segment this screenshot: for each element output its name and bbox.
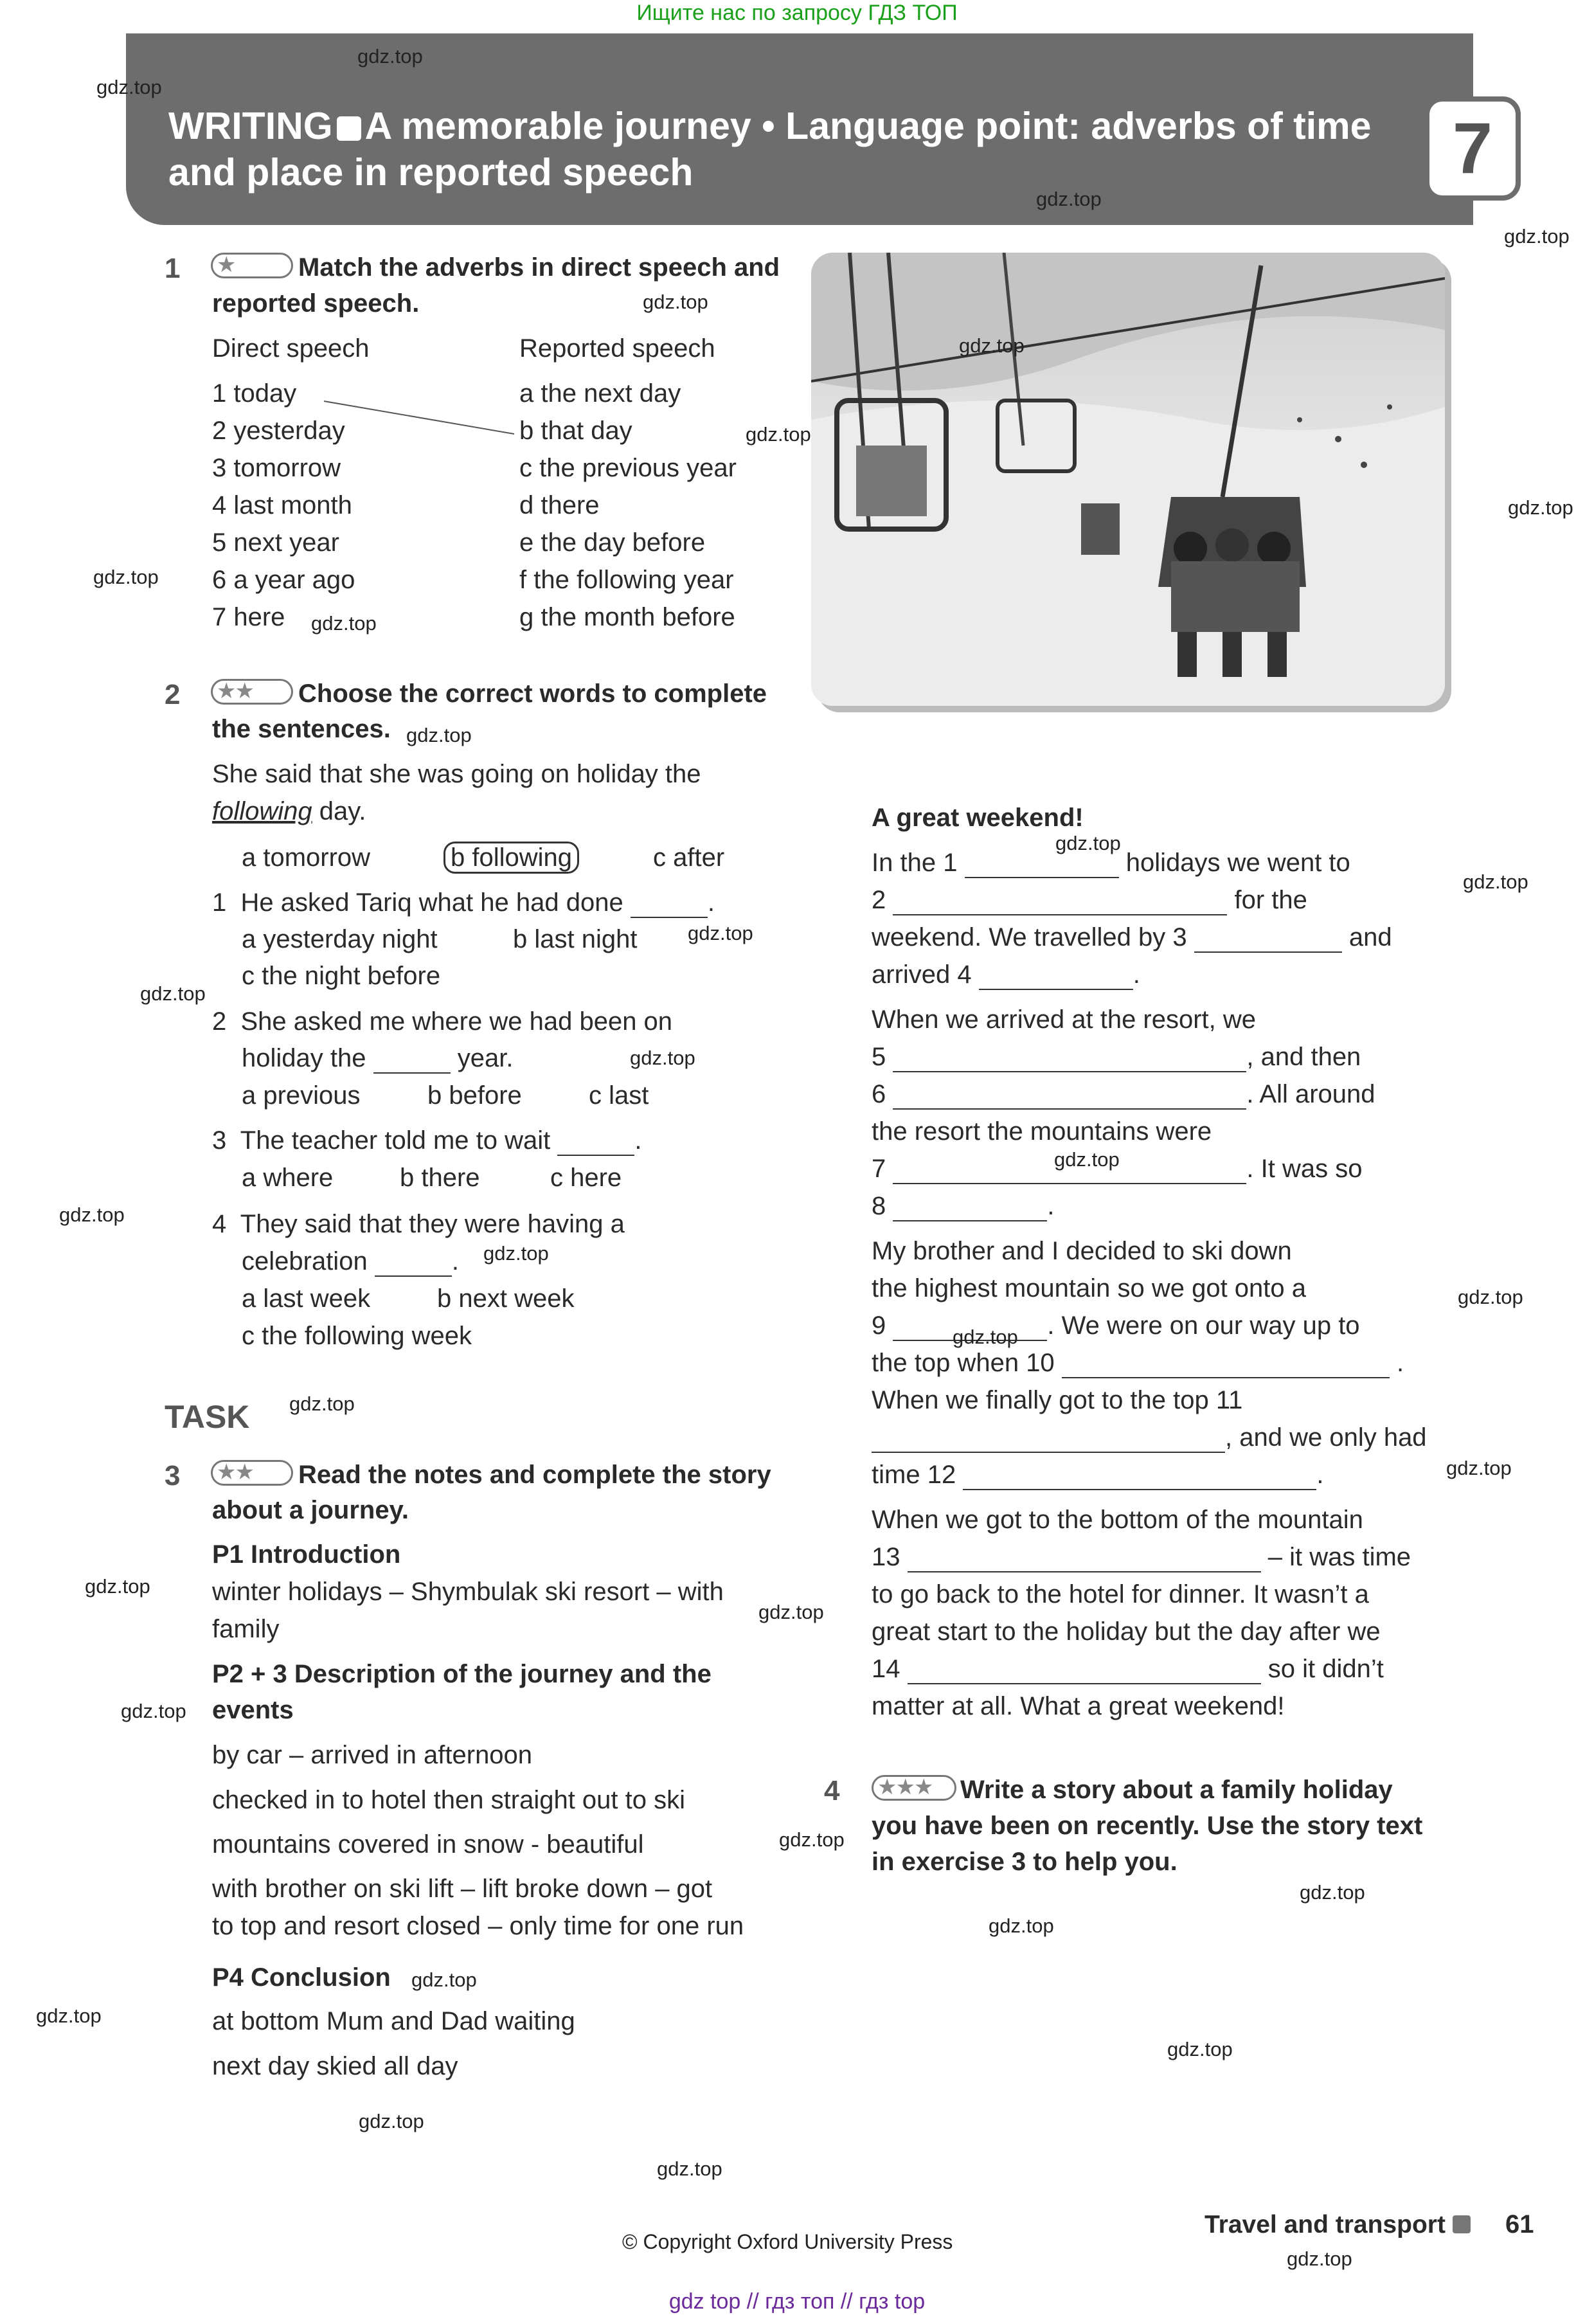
watermark-text: gdz.top xyxy=(1036,188,1102,210)
reported-speech-item: d there xyxy=(519,491,600,519)
question-2: 2 She asked me where we had been on xyxy=(212,1007,673,1036)
watermark-text: gdz.top xyxy=(758,1601,824,1623)
watermark-text: gdz.top xyxy=(1508,496,1573,519)
story-line-9: 7 . It was so xyxy=(872,1155,1363,1183)
difficulty-stars-icon: ★★ xyxy=(211,1460,293,1486)
bottom-links[interactable]: gdz top // гдз топ // гдз top xyxy=(668,2289,926,2314)
question-3-option-b: b there xyxy=(400,1164,480,1192)
story-line-4: arrived 4 . xyxy=(872,960,1140,989)
direct-speech-item: 4 last month xyxy=(212,491,352,519)
example-sentence-line2: following day. xyxy=(212,797,366,825)
exercise-3-instruction-line2: about a journey. xyxy=(212,1496,409,1524)
story-line-23: matter at all. What a great weekend! xyxy=(872,1692,1285,1720)
p1-notes-line2: family xyxy=(212,1615,280,1643)
direct-speech-item: 2 yesterday xyxy=(212,417,345,445)
reported-speech-item: c the previous year xyxy=(519,454,737,482)
watermark-text: gdz.top xyxy=(657,2157,722,2180)
story-line-14: the top when 10 . xyxy=(872,1349,1404,1377)
p1-heading: P1 Introduction xyxy=(212,1540,401,1569)
example-option-c: c after xyxy=(653,843,725,872)
copyright: © Copyright Oxford University Press xyxy=(622,2230,953,2253)
story-line-13: 9 . We were on our way up to xyxy=(872,1311,1360,1340)
story-line-11: My brother and I decided to ski down xyxy=(872,1237,1292,1265)
reported-speech-item: f the following year xyxy=(519,566,734,594)
story-line-16: , and we only had xyxy=(872,1422,1427,1453)
p1-notes-line1: winter holidays – Shymbulak ski resort – with xyxy=(212,1578,724,1606)
watermark-text: gdz.top xyxy=(1458,1286,1523,1308)
exercise-3-number: 3 xyxy=(165,1460,181,1491)
watermark-text: gdz.top xyxy=(643,291,708,313)
question-2-option-b: b before xyxy=(427,1081,522,1110)
example-option-a: a tomorrow xyxy=(242,843,371,872)
story-line-6: 5 , and then xyxy=(872,1043,1361,1071)
p23-note-1: by car – arrived in afternoon xyxy=(212,1741,533,1769)
reported-speech-item: a the next day xyxy=(519,379,681,408)
p23-note-4-line1: with brother on ski lift – lift broke down – got xyxy=(212,1875,713,1903)
watermark-text: gdz.top xyxy=(359,2110,424,2132)
story-line-2: 2 for the xyxy=(872,886,1307,914)
question-1-option-b: b last night xyxy=(513,925,638,953)
story-line-7: 6 . All around xyxy=(872,1080,1375,1108)
story-title: A great weekend! xyxy=(872,804,1084,832)
reported-speech-item: b that day xyxy=(519,417,632,445)
direct-speech-heading: Direct speech xyxy=(212,334,370,363)
question-4-option-a: a last week xyxy=(242,1284,371,1313)
exercise-2-instruction-line2: the sentences. xyxy=(212,715,391,743)
watermark-text: gdz.top xyxy=(411,1968,477,1991)
exercise-2-number: 2 xyxy=(165,679,181,710)
direct-speech-item: 6 a year ago xyxy=(212,566,355,594)
question-3-option-c: c here xyxy=(550,1164,622,1192)
question-2-option-c: c last xyxy=(589,1081,649,1110)
difficulty-stars-icon: ★★ xyxy=(211,679,293,705)
footer-square-icon xyxy=(1453,2215,1471,2233)
question-3-option-a: a where xyxy=(242,1164,334,1192)
p23-note-2: checked in to hotel then straight out to ski xyxy=(212,1786,685,1814)
watermark-text: gdz.top xyxy=(289,1392,355,1415)
direct-speech-item: 7 here xyxy=(212,603,285,631)
reported-speech-item: g the month before xyxy=(519,603,735,631)
exercise-4-instruction-line1: Write a story about a family holiday xyxy=(960,1776,1393,1804)
watermark-text: gdz.top xyxy=(746,423,811,446)
exercise-1-instruction-line2: reported speech. xyxy=(212,289,420,318)
example-option-b: b following xyxy=(443,842,579,873)
square-bullet-icon xyxy=(337,116,361,141)
watermark-text: gdz.top xyxy=(1504,225,1570,248)
watermark-text: gdz.top xyxy=(36,2004,102,2027)
question-2-option-a: a previous xyxy=(242,1081,361,1110)
watermark-text: gdz.top xyxy=(989,1914,1054,1937)
watermark-text: gdz.top xyxy=(953,1326,1018,1348)
direct-speech-item: 3 tomorrow xyxy=(212,454,341,482)
story-line-3: weekend. We travelled by 3 and xyxy=(872,923,1392,951)
p23-note-3: mountains covered in snow - beautiful xyxy=(212,1830,644,1859)
exercise-4-instruction-line3: in exercise 3 to help you. xyxy=(872,1848,1178,1876)
question-3: 3 The teacher told me to wait . xyxy=(212,1126,642,1155)
question-4: 4 They said that they were having a xyxy=(212,1210,625,1238)
story-line-12: the highest mountain so we got onto a xyxy=(872,1274,1307,1302)
watermark-text: gdz.top xyxy=(406,724,472,746)
p4-note-1: at bottom Mum and Dad waiting xyxy=(212,2007,575,2035)
example-sentence: She said that she was going on holiday the xyxy=(212,760,701,788)
question-2-line2: holiday the year. xyxy=(242,1044,514,1072)
story-line-5: When we arrived at the resort, we xyxy=(872,1005,1257,1034)
unit-number-badge: 7 xyxy=(1424,96,1521,201)
ski-lift-photo xyxy=(811,253,1445,706)
exercise-4-instruction-line2: you have been on recently. Use the story text xyxy=(872,1812,1423,1840)
watermark-text: gdz.top xyxy=(1446,1457,1512,1479)
watermark-text: gdz.top xyxy=(959,334,1025,357)
p4-note-2: next day skied all day xyxy=(212,2052,458,2080)
watermark-text: gdz.top xyxy=(1054,1148,1120,1171)
task-heading: TASK xyxy=(165,1399,250,1435)
story-line-15: When we finally got to the top 11 xyxy=(872,1386,1243,1414)
watermark-text: gdz.top xyxy=(85,1575,150,1598)
p4-heading: P4 Conclusion xyxy=(212,1963,391,1992)
watermark-text: gdz.top xyxy=(483,1242,549,1265)
story-line-17: time 12 . xyxy=(872,1461,1324,1489)
watermark-text: gdz.top xyxy=(140,982,206,1005)
watermark-text: gdz.top xyxy=(1300,1881,1365,1904)
exercise-1-instruction-line1: Match the adverbs in direct speech and xyxy=(298,253,780,282)
top-site-link[interactable]: Ищите нас по запросу ГДЗ ТОП xyxy=(636,1,958,25)
p23-heading-line1: P2 + 3 Description of the journey and the xyxy=(212,1660,712,1688)
question-4-option-b: b next week xyxy=(437,1284,575,1313)
story-line-19: 13 – it was time xyxy=(872,1543,1411,1571)
reported-speech-item: e the day before xyxy=(519,528,706,557)
page-title: WRITING A memorable journey • Language point: adverbs of time and place in reported speech xyxy=(168,105,1372,194)
story-line-22: 14 so it didn’t xyxy=(872,1655,1384,1683)
story-line-8: the resort the mountains were xyxy=(872,1117,1212,1146)
watermark-text: gdz.top xyxy=(357,45,423,68)
watermark-text: gdz.top xyxy=(1055,832,1121,854)
question-1-option-c: c the night before xyxy=(242,962,441,990)
watermark-text: gdz.top xyxy=(121,1700,186,1722)
exercise-1-number: 1 xyxy=(165,253,181,284)
watermark-text: gdz.top xyxy=(93,566,159,588)
example-match-line xyxy=(321,386,527,437)
direct-speech-item: 5 next year xyxy=(212,528,339,557)
watermark-text: gdz.top xyxy=(1167,2038,1233,2060)
watermark-text: gdz.top xyxy=(1287,2247,1352,2270)
question-1-option-a: a yesterday night xyxy=(242,925,438,953)
footer-section: Travel and transport xyxy=(1204,2211,1446,2238)
difficulty-stars-icon: ★★★ xyxy=(872,1775,956,1801)
page-number: 61 xyxy=(1505,2210,1534,2238)
story-line-21: great start to the holiday but the day after we xyxy=(872,1617,1381,1646)
watermark-text: gdz.top xyxy=(1463,870,1528,893)
reported-speech-heading: Reported speech xyxy=(519,334,715,363)
story-line-1: In the 1 holidays we went to xyxy=(872,849,1350,877)
story-line-10: 8 . xyxy=(872,1192,1055,1220)
difficulty-stars-icon: ★ xyxy=(211,253,293,278)
direct-speech-item: 1 today xyxy=(212,379,297,408)
exercise-3-instruction-line1: Read the notes and complete the story xyxy=(298,1461,771,1489)
watermark-text: gdz.top xyxy=(59,1203,125,1226)
story-line-18: When we got to the bottom of the mountain xyxy=(872,1506,1363,1534)
exercise-4-number: 4 xyxy=(824,1775,840,1806)
story-line-20: to go back to the hotel for dinner. It wasn’t a xyxy=(872,1580,1369,1608)
question-4-option-c: c the following week xyxy=(242,1322,472,1350)
watermark-text: gdz.top xyxy=(96,76,162,98)
p23-heading-line2: events xyxy=(212,1696,294,1724)
question-4-line2: celebration . xyxy=(242,1247,459,1275)
watermark-text: gdz.top xyxy=(688,922,753,944)
question-1: 1 He asked Tariq what he had done . xyxy=(212,888,715,917)
exercise-2-instruction-line1: Choose the correct words to complete xyxy=(298,680,767,708)
watermark-text: gdz.top xyxy=(311,612,377,635)
watermark-text: gdz.top xyxy=(630,1047,695,1069)
watermark-text: gdz.top xyxy=(779,1828,845,1851)
p23-note-4-line2: to top and resort closed – only time for one run xyxy=(212,1912,744,1940)
